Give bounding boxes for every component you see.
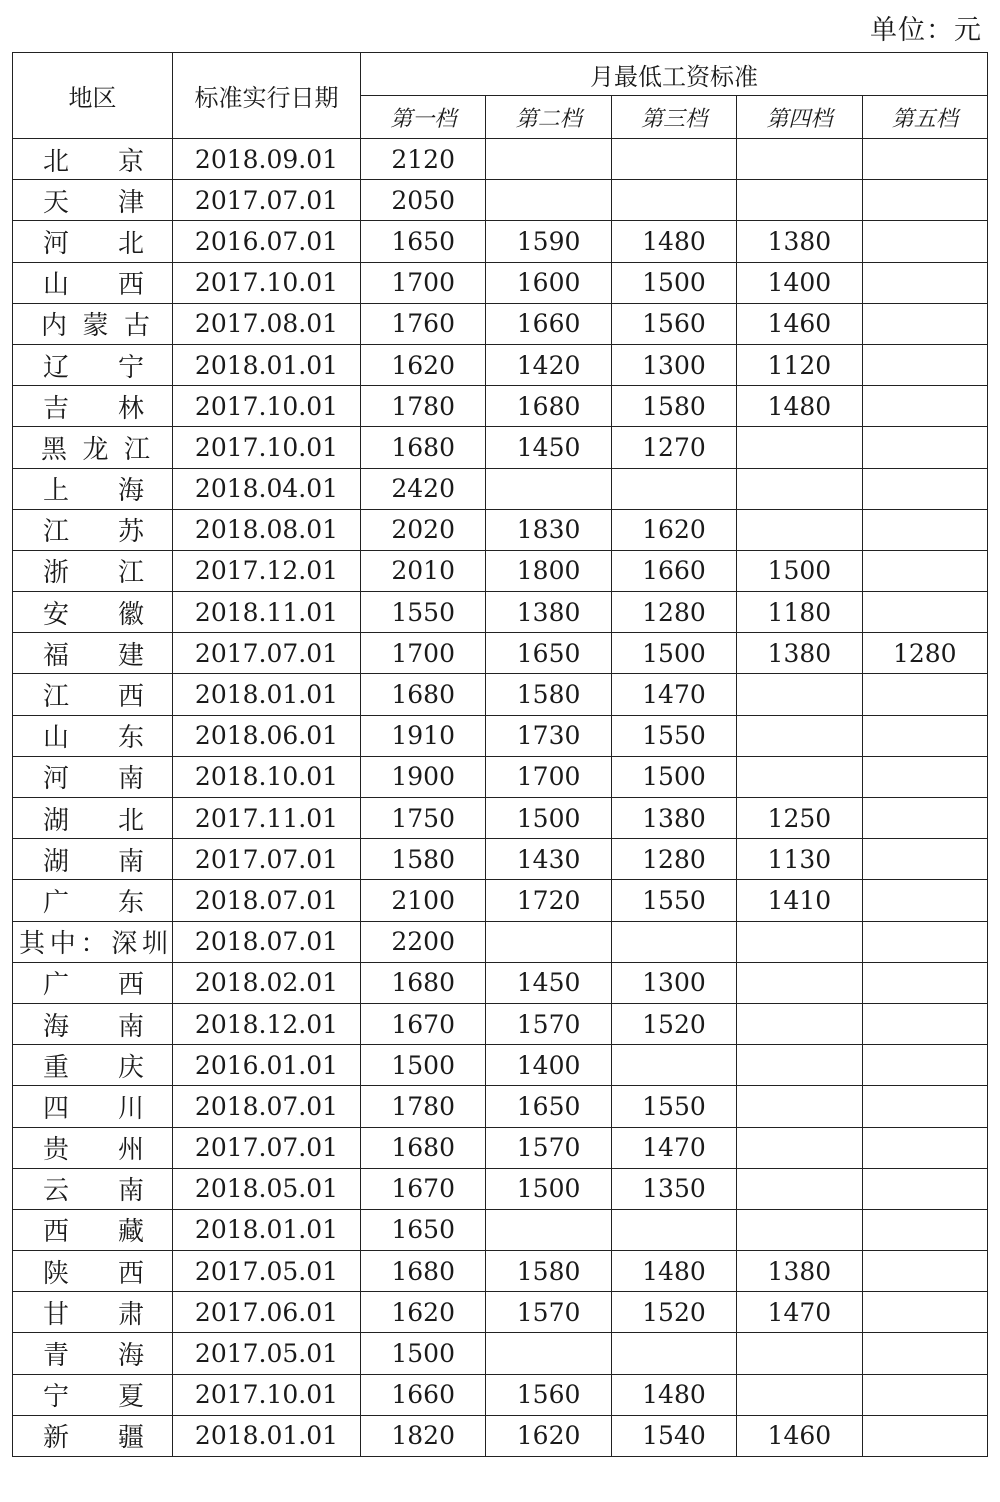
cell-tier-1: 1580 [361, 839, 486, 880]
cell-tier-3: 1470 [611, 1127, 736, 1168]
cell-date: 2018.12.01 [173, 1003, 361, 1044]
cell-tier-1: 1670 [361, 1003, 486, 1044]
cell-tier-5 [862, 221, 987, 262]
cell-tier-2: 1430 [486, 839, 611, 880]
cell-tier-5 [862, 1292, 987, 1333]
header-tier-3: 第三档 [611, 96, 736, 139]
cell-tier-1: 1900 [361, 756, 486, 797]
cell-date: 2018.10.01 [173, 756, 361, 797]
cell-tier-4: 1460 [737, 1415, 862, 1456]
cell-tier-1: 2200 [361, 921, 486, 962]
cell-date: 2017.07.01 [173, 633, 361, 674]
cell-tier-1: 2050 [361, 180, 486, 221]
cell-tier-2: 1800 [486, 550, 611, 591]
cell-tier-3: 1500 [611, 756, 736, 797]
cell-date: 2016.01.01 [173, 1045, 361, 1086]
cell-tier-4 [737, 1086, 862, 1127]
cell-region: 辽 宁 [13, 344, 173, 385]
cell-tier-5 [862, 1086, 987, 1127]
cell-region: 安 徽 [13, 592, 173, 633]
cell-tier-3: 1300 [611, 344, 736, 385]
cell-tier-5 [862, 468, 987, 509]
cell-region: 贵 州 [13, 1127, 173, 1168]
cell-tier-2: 1600 [486, 262, 611, 303]
table-row [13, 880, 988, 921]
cell-tier-3: 1500 [611, 262, 736, 303]
table-row [13, 468, 988, 509]
cell-tier-4 [737, 139, 862, 180]
cell-tier-5 [862, 1127, 987, 1168]
cell-tier-2: 1570 [486, 1292, 611, 1333]
cell-region: 四 川 [13, 1086, 173, 1127]
minimum-wage-table [12, 52, 988, 1457]
cell-tier-3: 1620 [611, 509, 736, 550]
cell-date: 2018.07.01 [173, 880, 361, 921]
cell-tier-4: 1410 [737, 880, 862, 921]
cell-tier-1: 1680 [361, 674, 486, 715]
cell-tier-1: 1700 [361, 262, 486, 303]
cell-tier-4: 1130 [737, 839, 862, 880]
table-row [13, 344, 988, 385]
cell-tier-5 [862, 962, 987, 1003]
cell-tier-4: 1470 [737, 1292, 862, 1333]
table-row [13, 262, 988, 303]
cell-tier-5 [862, 1415, 987, 1456]
cell-tier-1: 1660 [361, 1374, 486, 1415]
header-row-top [13, 53, 988, 96]
cell-tier-2 [486, 139, 611, 180]
cell-tier-5 [862, 1045, 987, 1086]
table-row [13, 962, 988, 1003]
cell-tier-2: 1450 [486, 427, 611, 468]
cell-tier-3 [611, 180, 736, 221]
cell-tier-3: 1550 [611, 715, 736, 756]
cell-tier-3 [611, 139, 736, 180]
cell-tier-1: 2020 [361, 509, 486, 550]
cell-region: 福 建 [13, 633, 173, 674]
table-row [13, 303, 988, 344]
cell-date: 2017.08.01 [173, 303, 361, 344]
cell-region: 山 西 [13, 262, 173, 303]
cell-tier-3: 1280 [611, 592, 736, 633]
cell-tier-2: 1380 [486, 592, 611, 633]
cell-date: 2017.05.01 [173, 1333, 361, 1374]
cell-tier-3: 1350 [611, 1168, 736, 1209]
cell-date: 2017.12.01 [173, 550, 361, 591]
cell-tier-4 [737, 427, 862, 468]
cell-region: 西 藏 [13, 1209, 173, 1250]
cell-tier-1: 1620 [361, 1292, 486, 1333]
cell-tier-1: 1680 [361, 1251, 486, 1292]
cell-tier-3: 1270 [611, 427, 736, 468]
cell-tier-4: 1380 [737, 1251, 862, 1292]
cell-tier-2: 1580 [486, 674, 611, 715]
cell-tier-3: 1480 [611, 1374, 736, 1415]
cell-tier-2: 1650 [486, 633, 611, 674]
cell-tier-4: 1180 [737, 592, 862, 633]
cell-region: 山 东 [13, 715, 173, 756]
cell-tier-5 [862, 427, 987, 468]
cell-tier-5: 1280 [862, 633, 987, 674]
cell-tier-5 [862, 839, 987, 880]
cell-tier-3 [611, 1209, 736, 1250]
cell-tier-2: 1620 [486, 1415, 611, 1456]
cell-region: 河 南 [13, 756, 173, 797]
cell-region: 陕 西 [13, 1251, 173, 1292]
cell-tier-2: 1450 [486, 962, 611, 1003]
cell-tier-3 [611, 1333, 736, 1374]
cell-tier-4 [737, 180, 862, 221]
cell-region: 广 东 [13, 880, 173, 921]
cell-date: 2018.09.01 [173, 139, 361, 180]
cell-tier-1: 1670 [361, 1168, 486, 1209]
header-tier-1: 第一档 [361, 96, 486, 139]
cell-tier-5 [862, 1333, 987, 1374]
unit-label: 单位：元 [870, 15, 982, 46]
cell-tier-1: 1910 [361, 715, 486, 756]
cell-tier-3: 1280 [611, 839, 736, 880]
header-tier-2: 第二档 [486, 96, 611, 139]
cell-region: 宁 夏 [13, 1374, 173, 1415]
cell-tier-2: 1700 [486, 756, 611, 797]
cell-tier-3: 1580 [611, 386, 736, 427]
cell-tier-2: 1500 [486, 1168, 611, 1209]
cell-tier-4 [737, 1045, 862, 1086]
cell-tier-5 [862, 509, 987, 550]
cell-date: 2017.11.01 [173, 798, 361, 839]
table-body [13, 139, 988, 1457]
table-row [13, 1168, 988, 1209]
cell-tier-1: 1780 [361, 386, 486, 427]
cell-tier-3 [611, 1045, 736, 1086]
cell-tier-2: 1720 [486, 880, 611, 921]
cell-tier-1: 2100 [361, 880, 486, 921]
cell-date: 2016.07.01 [173, 221, 361, 262]
table-row [13, 386, 988, 427]
cell-tier-3: 1470 [611, 674, 736, 715]
cell-date: 2018.01.01 [173, 344, 361, 385]
cell-tier-3: 1300 [611, 962, 736, 1003]
cell-tier-4 [737, 674, 862, 715]
cell-date: 2018.04.01 [173, 468, 361, 509]
cell-region: 海 南 [13, 1003, 173, 1044]
cell-tier-1: 1500 [361, 1045, 486, 1086]
cell-tier-5 [862, 139, 987, 180]
cell-tier-3: 1480 [611, 1251, 736, 1292]
table-row [13, 1003, 988, 1044]
table-row [13, 550, 988, 591]
cell-tier-1: 1700 [361, 633, 486, 674]
cell-tier-3: 1500 [611, 633, 736, 674]
cell-tier-2: 1500 [486, 798, 611, 839]
cell-tier-2: 1570 [486, 1003, 611, 1044]
cell-region: 北 京 [13, 139, 173, 180]
cell-date: 2018.05.01 [173, 1168, 361, 1209]
cell-tier-5 [862, 674, 987, 715]
cell-tier-4 [737, 1127, 862, 1168]
cell-region: 甘 肃 [13, 1292, 173, 1333]
cell-tier-1: 1760 [361, 303, 486, 344]
cell-region: 新 疆 [13, 1415, 173, 1456]
cell-date: 2018.01.01 [173, 1415, 361, 1456]
cell-tier-5 [862, 1251, 987, 1292]
cell-date: 2017.06.01 [173, 1292, 361, 1333]
cell-tier-4: 1380 [737, 633, 862, 674]
cell-tier-3: 1520 [611, 1292, 736, 1333]
cell-tier-3: 1480 [611, 221, 736, 262]
table-row [13, 139, 988, 180]
table-row [13, 509, 988, 550]
cell-date: 2017.10.01 [173, 262, 361, 303]
cell-tier-4: 1380 [737, 221, 862, 262]
cell-tier-1: 1780 [361, 1086, 486, 1127]
cell-tier-5 [862, 386, 987, 427]
table-row [13, 221, 988, 262]
cell-tier-4: 1500 [737, 550, 862, 591]
cell-tier-2: 1580 [486, 1251, 611, 1292]
cell-tier-4: 1250 [737, 798, 862, 839]
cell-date: 2017.07.01 [173, 180, 361, 221]
cell-tier-5 [862, 344, 987, 385]
cell-tier-5 [862, 303, 987, 344]
cell-tier-4: 1120 [737, 344, 862, 385]
cell-tier-1: 1820 [361, 1415, 486, 1456]
header-date: 标准实行日期 [173, 53, 361, 139]
table-row [13, 1045, 988, 1086]
header-wage-group: 月最低工资标准 [361, 53, 988, 96]
cell-tier-1: 1620 [361, 344, 486, 385]
cell-tier-4 [737, 1374, 862, 1415]
cell-region: 广 西 [13, 962, 173, 1003]
cell-tier-2: 1570 [486, 1127, 611, 1168]
table-row [13, 921, 988, 962]
cell-tier-4 [737, 1003, 862, 1044]
table-row [13, 1292, 988, 1333]
cell-date: 2018.08.01 [173, 509, 361, 550]
table-row [13, 1333, 988, 1374]
cell-tier-2: 1420 [486, 344, 611, 385]
cell-tier-1: 1550 [361, 592, 486, 633]
cell-tier-5 [862, 592, 987, 633]
cell-tier-2: 1680 [486, 386, 611, 427]
cell-tier-2: 1730 [486, 715, 611, 756]
cell-tier-1: 2010 [361, 550, 486, 591]
cell-date: 2018.01.01 [173, 1209, 361, 1250]
cell-date: 2017.05.01 [173, 1251, 361, 1292]
cell-tier-3: 1520 [611, 1003, 736, 1044]
cell-tier-2: 1830 [486, 509, 611, 550]
cell-date: 2018.11.01 [173, 592, 361, 633]
cell-tier-2 [486, 468, 611, 509]
cell-tier-5 [862, 550, 987, 591]
cell-tier-2: 1590 [486, 221, 611, 262]
cell-region: 黑龙江 [13, 427, 173, 468]
cell-tier-5 [862, 921, 987, 962]
cell-region: 青 海 [13, 1333, 173, 1374]
cell-tier-2 [486, 180, 611, 221]
cell-tier-2: 1650 [486, 1086, 611, 1127]
cell-region: 其中：深圳 [13, 921, 173, 962]
cell-tier-3: 1550 [611, 880, 736, 921]
cell-tier-4 [737, 1209, 862, 1250]
cell-date: 2018.07.01 [173, 1086, 361, 1127]
cell-tier-1: 2420 [361, 468, 486, 509]
cell-tier-5 [862, 798, 987, 839]
cell-date: 2017.07.01 [173, 1127, 361, 1168]
cell-tier-1: 1750 [361, 798, 486, 839]
cell-tier-1: 1680 [361, 1127, 486, 1168]
cell-region: 湖 北 [13, 798, 173, 839]
table-row [13, 1374, 988, 1415]
table-row [13, 1415, 988, 1456]
cell-tier-1: 1680 [361, 962, 486, 1003]
table-row [13, 592, 988, 633]
cell-tier-5 [862, 1168, 987, 1209]
cell-tier-1: 1650 [361, 221, 486, 262]
cell-tier-2: 1560 [486, 1374, 611, 1415]
table-row [13, 180, 988, 221]
table-row [13, 1127, 988, 1168]
cell-tier-3 [611, 921, 736, 962]
table-row [13, 798, 988, 839]
cell-tier-5 [862, 756, 987, 797]
cell-region: 河 北 [13, 221, 173, 262]
cell-region: 重 庆 [13, 1045, 173, 1086]
cell-tier-4 [737, 715, 862, 756]
cell-region: 内蒙古 [13, 303, 173, 344]
cell-tier-2: 1400 [486, 1045, 611, 1086]
cell-tier-5 [862, 1374, 987, 1415]
cell-tier-4 [737, 468, 862, 509]
cell-tier-3: 1660 [611, 550, 736, 591]
cell-tier-5 [862, 715, 987, 756]
table-row [13, 427, 988, 468]
header-region: 地区 [13, 53, 173, 139]
cell-region: 天 津 [13, 180, 173, 221]
cell-tier-1: 1500 [361, 1333, 486, 1374]
cell-date: 2018.07.01 [173, 921, 361, 962]
table-row [13, 715, 988, 756]
cell-tier-4 [737, 756, 862, 797]
cell-tier-4 [737, 1333, 862, 1374]
cell-tier-3 [611, 468, 736, 509]
cell-region: 江 苏 [13, 509, 173, 550]
table-row [13, 1086, 988, 1127]
cell-tier-4 [737, 962, 862, 1003]
cell-date: 2017.10.01 [173, 427, 361, 468]
cell-tier-5 [862, 1209, 987, 1250]
cell-region: 江 西 [13, 674, 173, 715]
cell-tier-4 [737, 1168, 862, 1209]
cell-tier-2 [486, 1209, 611, 1250]
cell-tier-2 [486, 921, 611, 962]
table-row [13, 674, 988, 715]
cell-region: 湖 南 [13, 839, 173, 880]
cell-tier-3: 1560 [611, 303, 736, 344]
cell-tier-4 [737, 921, 862, 962]
table-row [13, 1209, 988, 1250]
cell-tier-2 [486, 1333, 611, 1374]
cell-tier-5 [862, 880, 987, 921]
cell-region: 浙 江 [13, 550, 173, 591]
cell-tier-4: 1460 [737, 303, 862, 344]
cell-tier-1: 1650 [361, 1209, 486, 1250]
cell-region: 云 南 [13, 1168, 173, 1209]
cell-region: 吉 林 [13, 386, 173, 427]
cell-tier-3: 1550 [611, 1086, 736, 1127]
table-row [13, 1251, 988, 1292]
cell-date: 2018.02.01 [173, 962, 361, 1003]
table-row [13, 839, 988, 880]
cell-tier-2: 1660 [486, 303, 611, 344]
cell-tier-5 [862, 1003, 987, 1044]
header-tier-4: 第四档 [737, 96, 862, 139]
cell-tier-4: 1480 [737, 386, 862, 427]
cell-tier-3: 1380 [611, 798, 736, 839]
cell-tier-5 [862, 262, 987, 303]
cell-tier-4 [737, 509, 862, 550]
header-tier-5: 第五档 [862, 96, 987, 139]
cell-date: 2017.10.01 [173, 386, 361, 427]
cell-tier-4: 1400 [737, 262, 862, 303]
cell-tier-1: 2120 [361, 139, 486, 180]
cell-region: 上 海 [13, 468, 173, 509]
cell-tier-1: 1680 [361, 427, 486, 468]
table-row [13, 633, 988, 674]
cell-tier-5 [862, 180, 987, 221]
cell-date: 2018.01.01 [173, 674, 361, 715]
cell-date: 2018.06.01 [173, 715, 361, 756]
table-row [13, 756, 988, 797]
cell-date: 2017.10.01 [173, 1374, 361, 1415]
cell-date: 2017.07.01 [173, 839, 361, 880]
cell-tier-3: 1540 [611, 1415, 736, 1456]
